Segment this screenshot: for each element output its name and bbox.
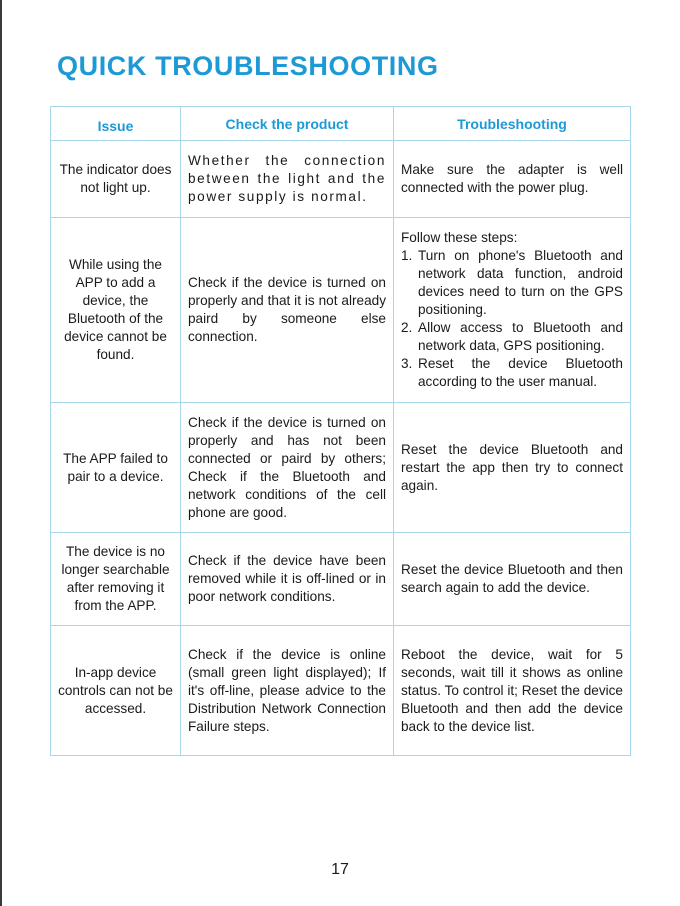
fix-intro: Follow these steps:	[401, 230, 518, 245]
check-cell: Whether the connection between the light and the power supply is normal.	[181, 141, 394, 218]
issue-cell: In-app device controls can not be accessed.	[51, 626, 181, 756]
table-row	[51, 626, 631, 756]
fix-cell: Make sure the adapter is well connected with the power plug.	[394, 141, 631, 218]
step-number: 3.	[401, 356, 413, 371]
page-edge	[0, 0, 2, 906]
step-number: 1.	[401, 248, 413, 263]
fix-cell: Reboot the device, wait for 5 seconds, wait till it shows as online status. To control it; Reset the device Bluetooth and then add the device back to the device list.	[394, 626, 631, 756]
check-cell: Check if the device is online (small green light displayed); If it's off-line, please advice to the Distribution Network Connection Failure steps.	[181, 626, 394, 756]
table-row	[51, 218, 631, 403]
list-item	[401, 247, 623, 319]
step-text: Reset the device Bluetooth according to the user manual.	[418, 356, 623, 389]
table-row	[51, 403, 631, 533]
table-row	[51, 141, 631, 218]
header-check: Check the product	[181, 107, 394, 141]
issue-cell: The device is no longer searchable after removing it from the APP.	[51, 533, 181, 626]
header-issue: Issue	[51, 107, 181, 141]
list-item	[401, 355, 623, 391]
fix-steps-list	[401, 247, 623, 391]
list-item	[401, 319, 623, 355]
fix-cell: Reset the device Bluetooth and restart the app then try to connect again.	[394, 403, 631, 533]
header-troubleshooting: Troubleshooting	[394, 107, 631, 141]
fix-cell	[394, 218, 631, 403]
page-number: 17	[331, 861, 349, 878]
check-cell: Check if the device have been removed while it is off-lined or in poor network conditions.	[181, 533, 394, 626]
step-text: Allow access to Bluetooth and network data, GPS positioning.	[418, 320, 623, 353]
troubleshooting-table	[50, 106, 631, 756]
issue-cell: The APP failed to pair to a device.	[51, 403, 181, 533]
check-cell: Check if the device is turned on properly and has not been connected or paird by others; Check if the Bluetooth and network conditions of the cell phone are good.	[181, 403, 394, 533]
table-row	[51, 533, 631, 626]
fix-cell: Reset the device Bluetooth and then search again to add the device.	[394, 533, 631, 626]
issue-cell: The indicator does not light up.	[51, 141, 181, 218]
table-header-row	[51, 107, 631, 141]
issue-cell: While using the APP to add a device, the Bluetooth of the device cannot be found.	[51, 218, 181, 403]
page-title: QUICK TROUBLESHOOTING	[57, 51, 439, 81]
step-number: 2.	[401, 320, 413, 335]
step-text: Turn on phone's Bluetooth and network data function, android devices need to turn on the GPS positioning.	[418, 248, 623, 317]
check-cell: Check if the device is turned on properly and that it is not already paird by someone else connection.	[181, 218, 394, 403]
